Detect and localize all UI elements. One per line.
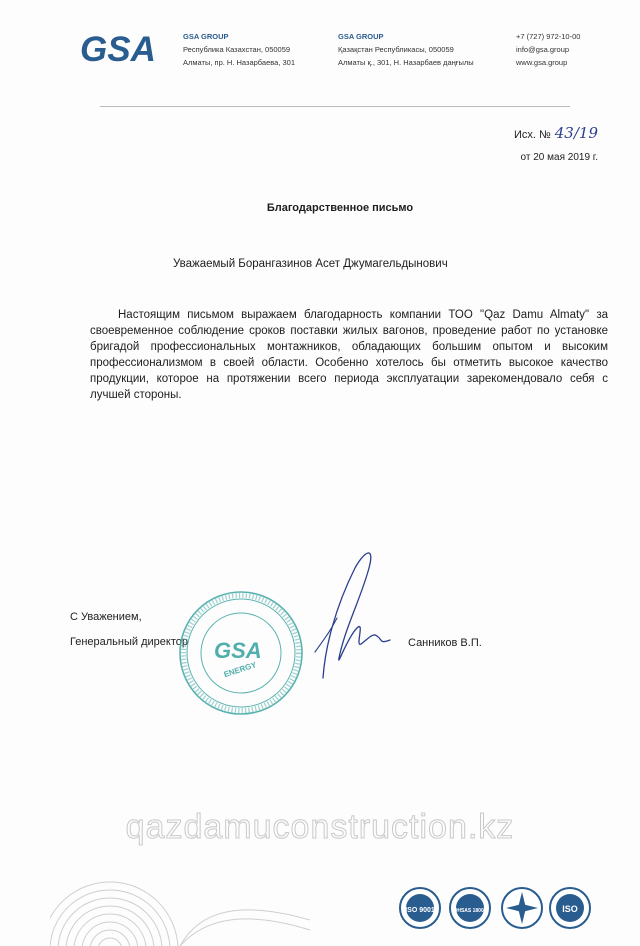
phone-number: +7 (727) 972-10-00: [516, 32, 581, 41]
iso-9001-badge: [398, 886, 442, 930]
company-stamp: [176, 588, 306, 718]
svg-text:ISO 9001: ISO 9001: [405, 907, 435, 914]
header-contacts: [516, 30, 580, 69]
header-address-ru: [183, 30, 295, 69]
company-name: GSA GROUP: [183, 32, 229, 41]
website: www.gsa.group: [516, 58, 568, 67]
letter-title: Благодарственное письмо: [266, 202, 414, 214]
svg-text:ENERGY: ENERGY: [222, 660, 258, 680]
compass-emblem-icon: [500, 886, 544, 930]
address-line: Қазақстан Республикасы, 050059: [338, 45, 454, 54]
email-address: info@gsa.group: [516, 45, 570, 54]
address-line: Алматы қ., 301, Н. Назарбаев даңғылы: [338, 58, 474, 67]
decorative-pattern: [50, 880, 320, 946]
website-watermark: qazdamuconstruction.kz: [125, 808, 515, 846]
closing-block: [70, 605, 188, 655]
svg-text:OHSAS 18001: OHSAS 18001: [453, 908, 487, 914]
reference-label: Исх. №: [513, 129, 551, 141]
header-divider: [100, 106, 570, 107]
iso-badge: [548, 886, 592, 930]
header-address-kz: [338, 30, 474, 69]
letter-date: от 20 мая 2019 г.: [520, 152, 598, 163]
signer-position: Генеральный директор: [70, 636, 188, 648]
letter-greeting: Уважаемый Борангазинов Асет Джумагельдынович: [173, 258, 448, 270]
signer-name: Санников В.П.: [408, 637, 482, 649]
letter-body: Настоящим письмом выражаем благодарность компании ТОО "Qaz Damu Almaty" за своевременное соблюдение сроков поставки жилых вагонов, проведение работ по установке бригадой профессиональных монтажников, обладающих большим опытом и высоким профессионализмом в своей области. Особенно хотелось бы отметить высокое качество продукции, которое на протяжении всего периода эксплуатации зарекомендовало себя с лучшей стороны.: [90, 309, 608, 401]
company-name: GSA GROUP: [338, 32, 384, 41]
reference-number: 43/19: [554, 124, 598, 142]
ohsas-18001-badge: [448, 886, 492, 930]
outgoing-reference: [420, 124, 598, 142]
address-line: Алматы, пр. Н. Назарбаева, 301: [183, 58, 296, 67]
closing-regards: С Уважением,: [70, 611, 142, 623]
address-line: Республика Казахстан, 050059: [183, 45, 291, 54]
gsa-logo: [78, 28, 158, 68]
svg-text:GSA: GSA: [80, 30, 156, 68]
signature: [295, 548, 405, 683]
svg-text:ISO: ISO: [562, 904, 578, 914]
svg-text:GSA: GSA: [214, 638, 262, 663]
